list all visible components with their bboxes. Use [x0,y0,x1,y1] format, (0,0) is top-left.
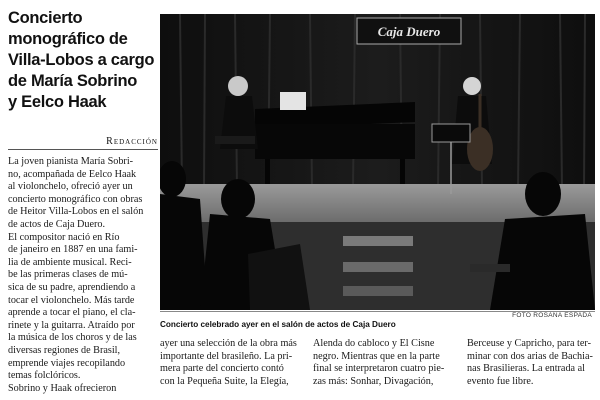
stage-step [343,286,413,296]
body-text-line: sica de su padre, aprendiendo a [8,281,136,293]
body-text-line: rinete y la guitarra. Atraído por [8,319,135,331]
article-body-column-3 [313,338,453,388]
body-text-line: minar con dos arias de Bachia- [467,350,593,362]
stage-step [343,262,413,272]
body-text-line: Berceuse y Capricho, para ter- [467,338,591,349]
music-stand [432,124,470,142]
body-text-line: emprende viajes recopilando [8,357,126,369]
body-text-line: la música de los choros y de las [8,332,137,344]
headline-line: Villa-Lobos a cargo [8,51,155,69]
article-headline [8,8,158,113]
body-text-line: La joven pianista María Sobri- [8,156,134,167]
piano-bench [215,136,255,144]
concert-photo [160,14,595,310]
photo-caption: Concierto celebrado ayer en el salón de actos de Caja Duero [160,320,396,329]
body-text-line: zas más: Sonhar, Divagación, [313,375,434,387]
headline-line: monográfico de [8,30,128,48]
body-text-line: no, acompañada de Eelco Haak [8,168,137,180]
stage-step [343,236,413,246]
byline: Redacción [8,136,158,150]
body-text-line: de janeiro en 1887 en una fami- [8,244,138,256]
body-text-line: Sobrino y Haak ofrecieron [8,382,117,394]
headline-line: Concierto [8,9,83,27]
cello [467,127,493,171]
body-text-line: importante del brasileño. La pri- [160,350,293,362]
headline-line: de María Sobrino [8,72,138,90]
body-text-line: aprende a tocar el piano, el cla- [8,307,136,319]
body-text-line: con la Pequeña Suite, la Elegía, [160,375,289,387]
article-body-column-1 [8,156,158,395]
grand-piano-body [255,124,415,159]
body-text-line: nas Brasilieras. La entrada al [467,363,585,375]
article-body-column-4 [467,338,595,388]
body-text-line: final se interpretaron cuatro pie- [313,363,445,375]
body-text-line: Alenda do cabloco y El Cisne [313,338,435,349]
pianist-head [228,76,248,96]
body-text-line: temas folclóricos. [8,370,81,382]
body-text-line: El compositor nació en Río [8,231,120,243]
body-text-line: negro. Mientras que en la parte [313,350,440,362]
body-text-line: mera parte del concierto contó [160,363,284,375]
body-text-line: al violonchelo, ofreció ayer un [8,181,133,193]
body-text-line: evento fue libre. [467,375,534,387]
article-body-column-2 [160,338,300,388]
body-text-line: ayer una selección de la obra más [160,338,297,349]
body-text-line: lia de ambiente musical. Reci- [8,256,132,268]
caja-duero-sign-text: Caja Duero [377,24,441,39]
body-text-line: diversas regiones de Brasil, [8,344,121,356]
cellist-head [463,77,481,95]
body-text-line: be las primeras clases de mú- [8,269,128,281]
photo-credit: FOTO ROSANA ESPADA [512,312,592,319]
concert-photo-illustration [160,14,595,310]
body-text-line: de actos de Caja Duero. [8,218,106,230]
body-text-line: tocar el violonchelo. Más tarde [8,294,135,306]
body-text-line: concierto monográfico con obras [8,193,143,205]
body-text-line: de Heitor Villa-Lobos en el salón [8,206,144,218]
sheet-music [280,92,306,110]
headline-line: y Eelco Haak [8,93,107,111]
